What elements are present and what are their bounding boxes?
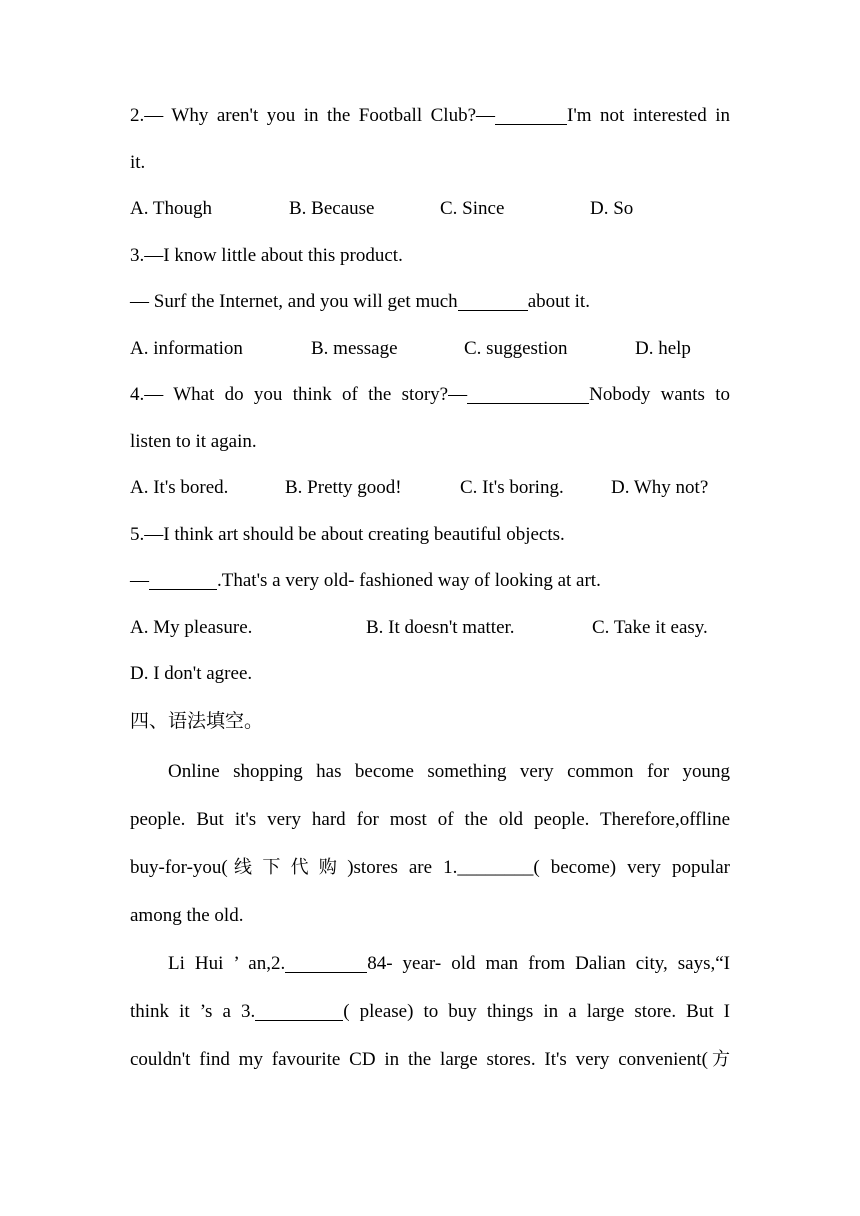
option-c: C. Take it easy. xyxy=(592,616,708,638)
passage-text: couldn't find my favourite CD in the large stores. It's very convenient( xyxy=(130,1049,708,1070)
passage-text: ( become) very popular xyxy=(533,857,730,878)
document-content xyxy=(130,93,730,1084)
question-5-text-cont: .That's a very old- fashioned way of looking at art. xyxy=(217,570,601,591)
answer-blank xyxy=(495,123,567,125)
option-b: B. message xyxy=(311,337,398,359)
passage-cjk-text: 线下代购 xyxy=(227,857,348,878)
option-b: B. Pretty good! xyxy=(285,477,402,498)
question-4-stem-cont: listen to it again. xyxy=(130,430,257,452)
question-4-stem xyxy=(130,372,730,419)
passage-line: among the old. xyxy=(130,905,244,926)
option-d: D. help xyxy=(635,337,691,359)
passage-cjk-text: 方 xyxy=(707,1049,730,1070)
passage-line xyxy=(130,940,730,988)
passage-text: think it ’s a 3. xyxy=(130,1001,256,1022)
passage-text: ( please) to buy things in a large store. But I xyxy=(343,1001,730,1022)
option-b: B. Because xyxy=(289,198,375,219)
question-2-stem-cont: it. xyxy=(130,151,146,173)
passage-line: Online shopping has become something very common for young xyxy=(168,761,730,782)
section-heading: 四、语法填空。 xyxy=(130,709,264,732)
option-c: C. It's boring. xyxy=(460,477,564,498)
passage-text: )stores are 1. xyxy=(347,857,458,878)
answer-blank xyxy=(467,402,589,404)
question-2-options xyxy=(130,186,730,233)
question-4-text: 4.— What do you think of the story?— xyxy=(130,384,468,405)
question-2-text-cont: I'm not interested in xyxy=(567,105,730,126)
option-b: B. It doesn't matter. xyxy=(366,616,515,638)
question-5-text: — xyxy=(130,570,149,591)
option-d: D. Why not? xyxy=(611,477,709,498)
passage-text: Li Hui ’ an,2. xyxy=(168,953,286,974)
question-2-text: 2.— Why aren't you in the Football Club?— xyxy=(130,105,496,126)
question-5-response xyxy=(130,558,730,605)
option-c: C. Since xyxy=(440,198,505,219)
option-a: A. information xyxy=(130,337,243,359)
question-3-options xyxy=(130,326,730,373)
question-5-options xyxy=(130,605,730,652)
option-a: A. It's bored. xyxy=(130,477,229,498)
answer-blank-3 xyxy=(255,1019,343,1021)
question-3-response xyxy=(130,279,730,326)
passage-line xyxy=(130,1036,730,1084)
passage-line xyxy=(130,844,730,892)
option-a: A. My pleasure. xyxy=(130,616,253,638)
answer-blank-1: ________ xyxy=(457,857,534,878)
passage-line: people. But it's very hard for most of the old people. Therefore,offline xyxy=(130,809,730,830)
question-5-stem: 5.—I think art should be about creating beautiful objects. xyxy=(130,523,565,545)
question-4-options xyxy=(130,465,730,512)
question-2-stem xyxy=(130,93,730,140)
option-c: C. suggestion xyxy=(464,337,568,359)
option-a: A. Though xyxy=(130,198,212,219)
answer-blank xyxy=(149,588,217,590)
question-3-stem: 3.—I know little about this product. xyxy=(130,244,403,266)
question-4-text-cont: Nobody wants to xyxy=(589,384,730,405)
passage-text: 84- year- old man from Dalian city, says,“I xyxy=(367,953,730,974)
passage-line xyxy=(130,988,730,1036)
question-5-option-d: D. I don't agree. xyxy=(130,663,253,684)
answer-blank xyxy=(458,309,528,311)
question-3-text: — Surf the Internet, and you will get much xyxy=(130,291,458,312)
option-d: D. So xyxy=(590,198,634,219)
passage-text: buy-for-you( xyxy=(130,857,228,878)
question-3-text-cont: about it. xyxy=(527,291,590,312)
answer-blank-2 xyxy=(285,971,367,973)
